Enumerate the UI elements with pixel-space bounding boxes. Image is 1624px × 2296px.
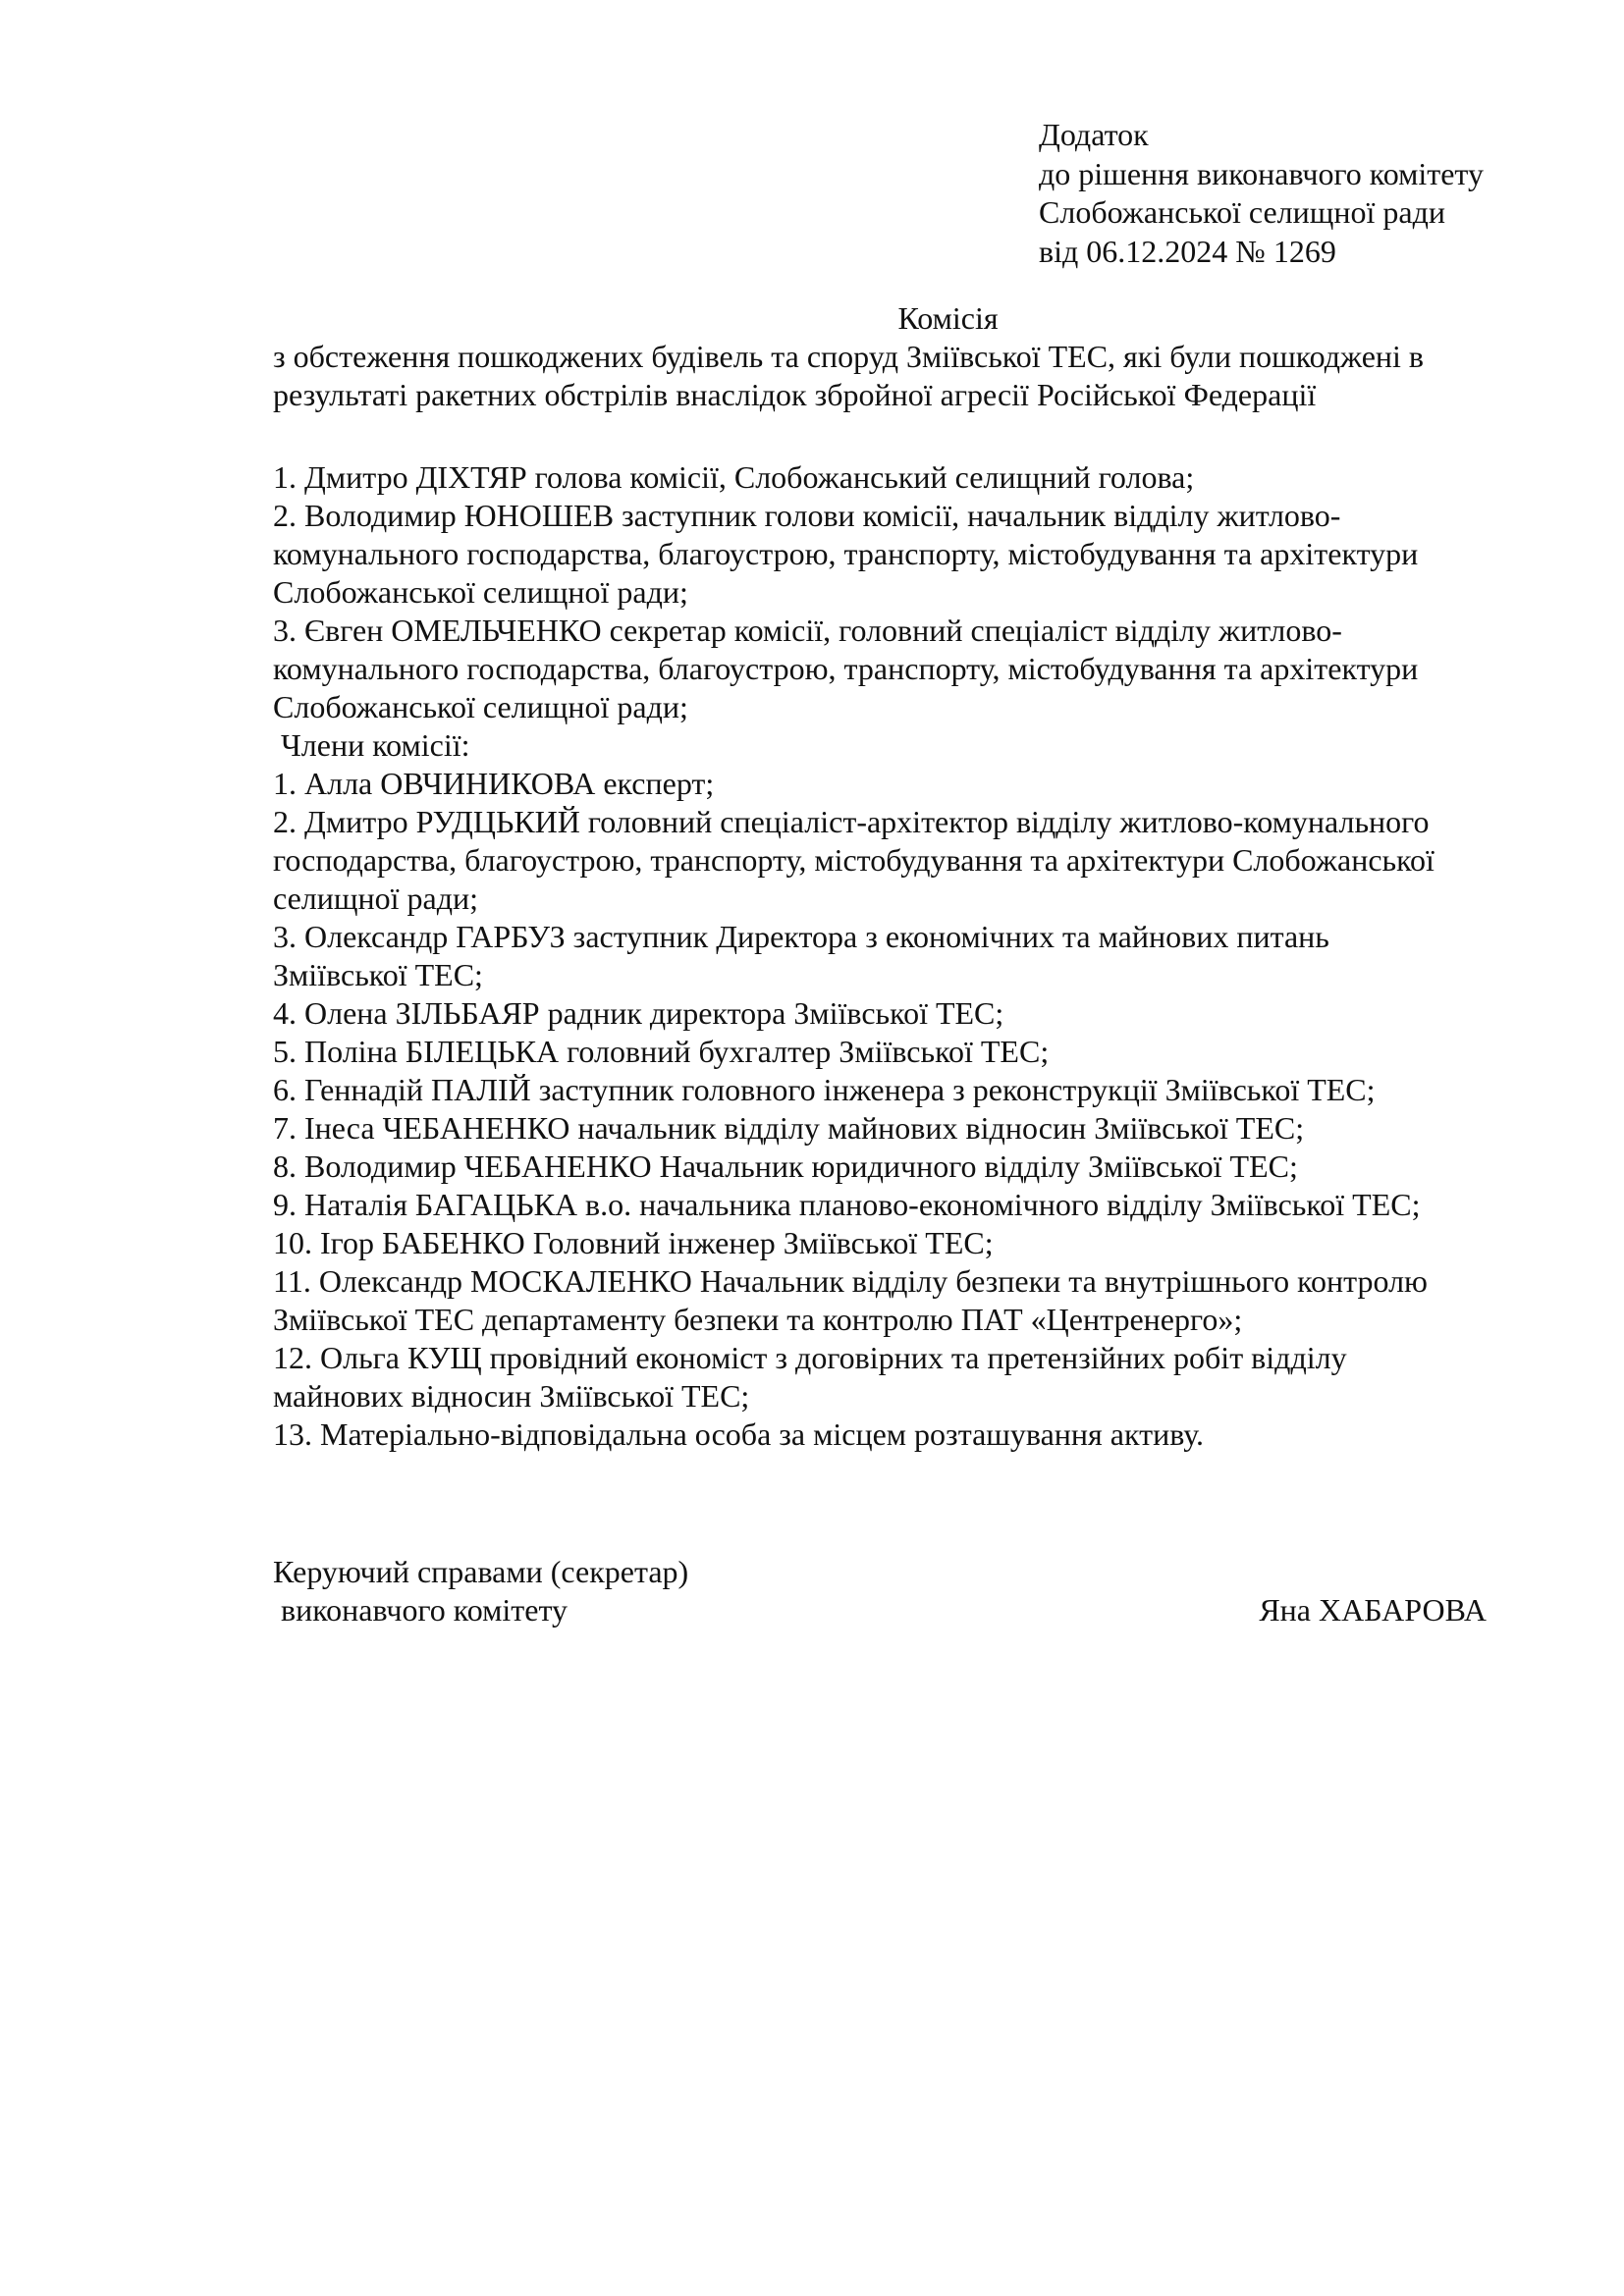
list-line: Зміївської ТЕС департаменту безпеки та контролю ПАТ «Центренерго»; <box>273 1302 1243 1337</box>
signature-position-line: Керуючий справами (секретар) <box>273 1554 689 1589</box>
appendix-line: Слобожанської селищної ради <box>1039 194 1445 230</box>
list-line: селищної ради; <box>273 881 479 916</box>
signature-block <box>273 1553 1490 1629</box>
commission-header <box>273 299 1510 414</box>
members-heading: Члени комісії: <box>273 727 470 763</box>
signatory-name: Яна ХАБАРОВА <box>1259 1592 1487 1628</box>
list-line: 5. Поліна БІЛЕЦЬКА головний бухгалтер Зміївської ТЕС; <box>273 1034 1050 1069</box>
list-line: 12. Ольга КУЩ провідний економіст з договірних та претензійних робіт відділу <box>273 1340 1347 1375</box>
commission-subtitle-line: результаті ракетних обстрілів внаслідок збройної агресії Російської Федерації <box>273 377 1317 412</box>
list-line: комунального господарства, благоустрою, транспорту, містобудування та архітектури <box>273 536 1419 571</box>
commission-title: Комісія <box>897 300 999 336</box>
list-line: Зміївської ТЕС; <box>273 957 483 992</box>
list-line: майнових відносин Зміївської ТЕС; <box>273 1378 750 1414</box>
list-line: Слобожанської селищної ради; <box>273 574 688 610</box>
commission-subtitle-line: з обстеження пошкоджених будівель та споруд Зміївської ТЕС, які були пошкоджені в <box>273 339 1425 374</box>
signature-position-line: виконавчого комітету <box>273 1592 568 1628</box>
list-line: 13. Матеріально-відповідальна особа за місцем розташування активу. <box>273 1416 1205 1452</box>
members-list <box>273 458 1515 1454</box>
appendix-line: від 06.12.2024 № 1269 <box>1039 233 1336 269</box>
list-line: 1. Алла ОВЧИНИКОВА експерт; <box>273 766 715 801</box>
list-line: 3. Олександр ГАРБУЗ заступник Директора з економічних та майнових питань <box>273 919 1329 954</box>
appendix-line: до рішення виконавчого комітету <box>1039 155 1484 191</box>
list-line: 2. Дмитро РУДЦЬКИЙ головний спеціаліст-архітектор відділу житлово-комунального <box>273 804 1430 839</box>
list-line: 10. Ігор БАБЕНКО Головний інженер Зміївської ТЕС; <box>273 1225 994 1260</box>
list-line: 11. Олександр МОСКАЛЕНКО Начальник відділу безпеки та внутрішнього контролю <box>273 1263 1428 1299</box>
appendix-block <box>1039 116 1484 271</box>
list-line: 7. Інеса ЧЕБАНЕНКО начальник відділу майнових відносин Зміївської ТЕС; <box>273 1110 1305 1146</box>
list-line: 2. Володимир ЮНОШЕВ заступник голови комісії, начальник відділу житлово- <box>273 498 1341 533</box>
list-line: 9. Наталія БАГАЦЬКА в.о. начальника планово-економічного відділу Зміївської ТЕС; <box>273 1187 1421 1222</box>
list-line: 6. Геннадій ПАЛІЙ заступник головного інженера з реконструкції Зміївської ТЕС; <box>273 1072 1376 1107</box>
list-line: 8. Володимир ЧЕБАНЕНКО Начальник юридичного відділу Зміївської ТЕС; <box>273 1148 1298 1184</box>
list-line: 4. Олена ЗІЛЬБАЯР радник директора Зміївської ТЕС; <box>273 995 1004 1031</box>
list-line: комунального господарства, благоустрою, транспорту, містобудування та архітектури <box>273 651 1419 686</box>
appendix-line: Додаток <box>1039 117 1149 152</box>
list-line: 1. Дмитро ДІХТЯР голова комісії, Слобожанський селищний голова; <box>273 459 1195 495</box>
list-line: господарства, благоустрою, транспорту, містобудування та архітектури Слобожанської <box>273 842 1435 878</box>
list-line: Слобожанської селищної ради; <box>273 689 688 724</box>
signature-position <box>273 1553 1490 1591</box>
list-line: 3. Євген ОМЕЛЬЧЕНКО секретар комісії, головний спеціаліст відділу житлово- <box>273 613 1342 648</box>
